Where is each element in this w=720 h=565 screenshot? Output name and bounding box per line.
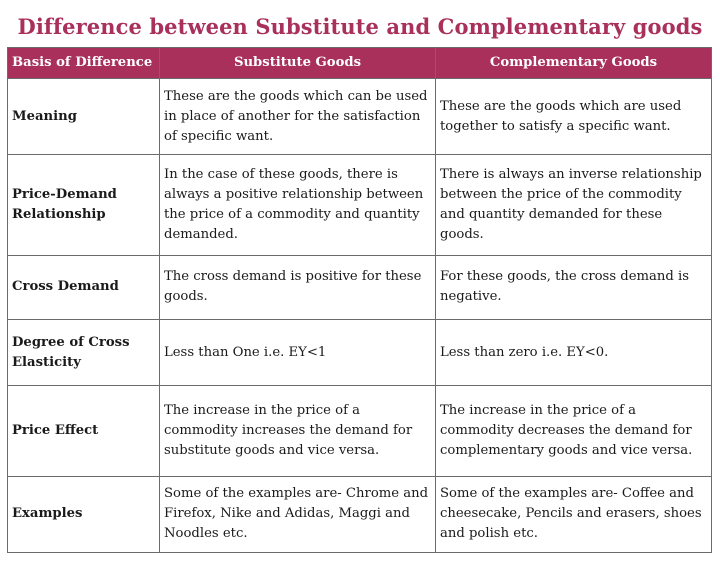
row-substitute: These are the goods which can be used in place of another for the satisfaction of specific want. <box>160 79 436 155</box>
row-substitute: Less than One i.e. EY<1 <box>160 320 436 386</box>
row-complementary: Some of the examples are- Coffee and cheesecake, Pencils and erasers, shoes and polish etc. <box>436 476 712 552</box>
table-row <box>8 155 712 255</box>
row-basis: Meaning <box>8 79 160 155</box>
row-basis: Price Effect <box>8 386 160 476</box>
comparison-table <box>7 47 712 553</box>
row-basis: Examples <box>8 476 160 552</box>
row-basis: Degree of Cross Elasticity <box>8 320 160 386</box>
row-complementary: These are the goods which are used together to satisfy a specific want. <box>436 79 712 155</box>
row-complementary: The increase in the price of a commodity decreases the demand for complementary goods and vice versa. <box>436 386 712 476</box>
row-basis: Price-Demand Relationship <box>8 155 160 255</box>
row-substitute: In the case of these goods, there is always a positive relationship between the price of a commodity and quantity demanded. <box>160 155 436 255</box>
row-basis: Cross Demand <box>8 255 160 319</box>
page-title: Difference between Substitute and Complementary goods <box>17 14 703 39</box>
row-substitute: The increase in the price of a commodity increases the demand for substitute goods and vice versa. <box>160 386 436 476</box>
row-substitute: Some of the examples are- Chrome and Firefox, Nike and Adidas, Maggi and Noodles etc. <box>160 476 436 552</box>
row-substitute: The cross demand is positive for these goods. <box>160 255 436 319</box>
table-row <box>8 255 712 319</box>
row-complementary: There is always an inverse relationship between the price of the commodity and quantity demanded for these goods. <box>436 155 712 255</box>
header-complementary: Complementary Goods <box>436 48 712 79</box>
row-complementary: Less than zero i.e. EY<0. <box>436 320 712 386</box>
table-row <box>8 320 712 386</box>
table-row <box>8 476 712 552</box>
table-header-row <box>8 48 712 79</box>
row-complementary: For these goods, the cross demand is negative. <box>436 255 712 319</box>
header-substitute: Substitute Goods <box>160 48 436 79</box>
table-row <box>8 79 712 155</box>
header-basis: Basis of Difference <box>8 48 160 79</box>
table-row <box>8 386 712 476</box>
